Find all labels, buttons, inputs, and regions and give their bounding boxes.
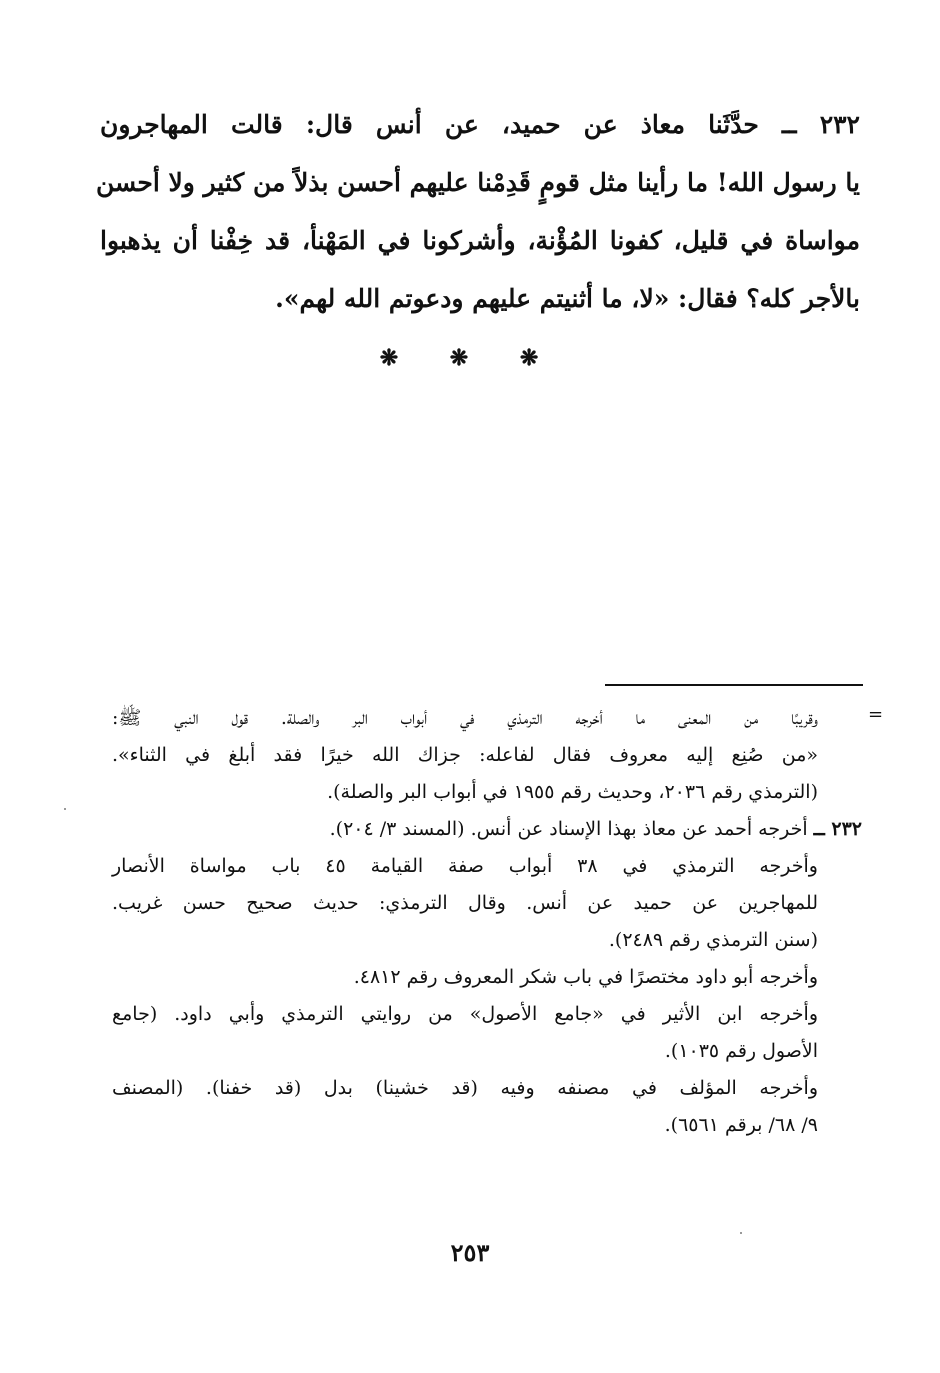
scan-speck — [740, 1232, 742, 1234]
footnotes — [112, 700, 862, 1144]
scan-speck — [64, 808, 66, 810]
footnote-line: وأخرجه الترمذي في ٣٨ أبواب صفة القيامة ٤٥ باب مواساة الأنصار — [112, 855, 818, 877]
footnote-line: ٩/ ٦٨/ برقم ٦٥٦١). — [664, 1114, 818, 1136]
main-line-1: ٢٣٢ ــ حدَّثَنا معاذ عن حميد، عن أنس قال: قالت المهاجرون — [100, 110, 860, 139]
footnote-line: الأصول رقم ١٠٣٥). — [664, 1040, 818, 1062]
section-separator: ❋ ❋ ❋ — [379, 345, 561, 371]
footnote-line: (الترمذي رقم ٢٠٣٦، وحديث رقم ١٩٥٥ في أبواب البر والصلة). — [327, 781, 818, 803]
page-number: ٢٥٣ — [450, 1238, 490, 1267]
footnote-continuation-mark: = — [868, 704, 884, 725]
footnote-rule — [605, 684, 863, 686]
main-line-3: مواساة في قليل، كفونا المُؤْنة، وأشركونا في المَهْنأ، قد خِفْنا أن يذهبوا — [100, 226, 860, 255]
footnote-line: وأخرجه ابن الأثير في «جامع الأصول» من روايتي الترمذي وأبي داود. (جامع — [112, 1003, 818, 1025]
hadith-text — [96, 96, 860, 328]
footnote-line: أخرجه أحمد عن معاذ بهذا الإسناد عن أنس. (المسند ٣/ ٢٠٤). — [329, 818, 808, 840]
footnote-line: (سنن الترمذي رقم ٢٤٨٩). — [608, 929, 818, 951]
footnote-line: للمهاجرين عن حميد عن أنس. وقال الترمذي: حديث صحيح حسن غريب. — [112, 892, 818, 914]
main-line-4: بالأجر كله؟ فقال: «لا، ما أثنيتم عليهم ودعوتم الله لهم». — [275, 284, 860, 313]
footnote-line: وقريبًا من المعنى ما أخرجه الترمذي في أبواب البر والصلة. قول النبي ﷺ: — [112, 707, 818, 729]
footnote-line: وأخرجه المؤلف في مصنفه وفيه (قد خشينا) بدل (قد خفنا). (المصنف — [112, 1077, 818, 1099]
main-line-2: يا رسول الله! ما رأينا مثل قومٍ قَدِمْنا عليهم أحسن بذلاً من كثير ولا أحسن — [96, 168, 860, 197]
footnote-entry-232 — [112, 811, 862, 848]
footnote-line: وأخرجه أبو داود مختصرًا في باب شكر المعروف رقم ٤٨١٢. — [353, 966, 818, 988]
footnote-line: «من صُنِع إليه معروف فقال لفاعله: جزاك الله خيرًا فقد أبلغ في الثناء». — [112, 744, 818, 766]
footnote-number: ٢٣٢ ــ — [813, 818, 862, 840]
